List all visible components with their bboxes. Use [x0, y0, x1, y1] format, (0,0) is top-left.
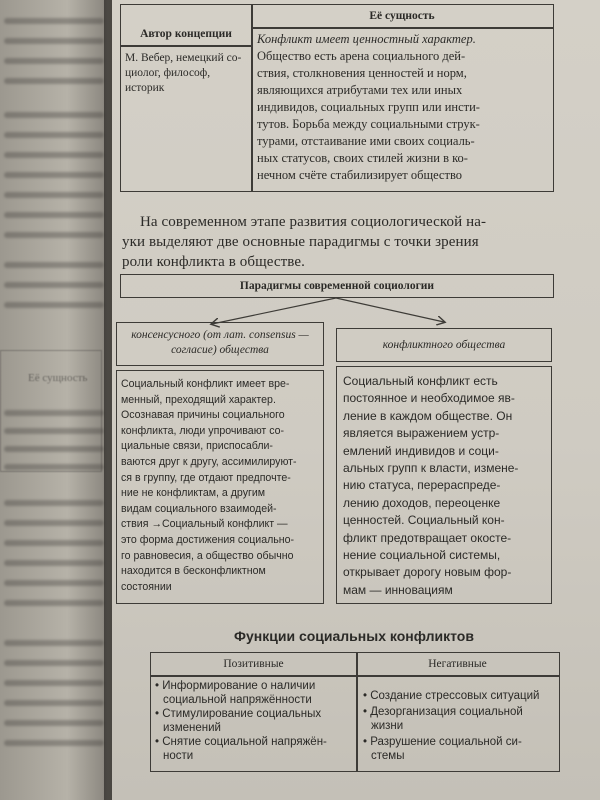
- negative-list: [363, 689, 557, 763]
- paragraph-line: уки выделяют две основные парадигмы с точки зрения: [122, 234, 479, 250]
- functions-title: Функции социальных конфликтов: [234, 628, 474, 644]
- paragraph-line: роли конфликта в обществе.: [122, 254, 305, 270]
- conflict-heading: конфликтного общества: [382, 339, 506, 351]
- essence-line: Конфликт имеет ценностный характер.: [257, 32, 476, 46]
- facing-page-fragment: Её сущность: [28, 372, 88, 384]
- positive-list: [155, 679, 355, 763]
- author-line: циолог, философ,: [125, 67, 211, 79]
- list-item-line: • Дезорганизация социальной: [363, 706, 523, 718]
- functions-table: [150, 652, 560, 772]
- consensus-heading-box: [116, 322, 324, 366]
- consensus-line: конфликта, люди упрочивают со-: [121, 424, 285, 437]
- list-item-line: • Создание стрессовых ситуаций: [363, 690, 540, 702]
- author-line: историк: [125, 82, 165, 94]
- author-line: М. Вебер, немецкий со-: [125, 52, 242, 64]
- consensus-heading: [117, 328, 323, 358]
- list-item-line: стемы: [371, 750, 405, 762]
- consensus-line: циальные связи, приспосабли-: [121, 440, 273, 453]
- consensus-line: ваются друг к другу, ассимилируют-: [121, 455, 297, 468]
- list-item-line: ности: [163, 750, 194, 762]
- arrow-to-consensus: [212, 298, 336, 324]
- list-item-line: • Информирование о наличии: [155, 680, 316, 692]
- conflict-line: нию статуса, перераспреде-: [343, 478, 501, 493]
- list-item: [155, 707, 355, 735]
- consensus-line: видам социального взаимодей-: [121, 502, 277, 515]
- consensus-line: го равновесия, а общество обычно: [121, 549, 294, 562]
- essence-line: являющихся атрибутами тех или иных: [257, 83, 463, 97]
- consensus-line: менный, преходящий характер.: [121, 393, 276, 406]
- list-item-line: жизни: [371, 720, 404, 732]
- list-item: [155, 679, 355, 707]
- essence-line: ствия, столкновения ценностей и норм,: [257, 66, 467, 80]
- column-header-negative: Негативные: [428, 658, 487, 670]
- conflict-line: является выражением устр-: [343, 426, 500, 441]
- column-header-essence: Её сущность: [369, 10, 435, 22]
- consensus-line: это форма достижения социально-: [121, 533, 295, 546]
- consensus-heading-line: консенсусного (от лат. consensus —: [131, 329, 309, 341]
- essence-line: индивидов, социальных групп или инсти-: [257, 100, 480, 114]
- consensus-line: ствия →Социальный конфликт —: [121, 518, 288, 531]
- consensus-text: [121, 377, 321, 595]
- column-header-positive: Позитивные: [223, 658, 284, 670]
- conflict-line: лению доходов, переоценке: [343, 495, 501, 510]
- consensus-line: ся в группу, где отдают предпочте-: [121, 471, 291, 484]
- list-item-line: • Разрушение социальной си-: [363, 736, 522, 748]
- consensus-line: находится в бесконфликтном: [121, 565, 266, 578]
- essence-line: ных статусов, своих стилей жизни в ко-: [257, 151, 468, 165]
- essence-line: нечном счёте стабилизирует общество: [257, 168, 463, 182]
- facing-page: [0, 0, 112, 800]
- consensus-line: ние не конфликтам, а другим: [121, 487, 266, 500]
- list-item: [363, 705, 557, 733]
- conflict-line: Социальный конфликт есть: [343, 374, 498, 388]
- diagram-title-box: [120, 274, 554, 298]
- consensus-line: состоянии: [121, 580, 172, 593]
- list-item-line: изменений: [163, 722, 221, 734]
- list-item-line: социальной напряжённости: [163, 694, 312, 706]
- conflict-text: [343, 373, 549, 599]
- essence-line: турами, отстаивание ими своих социаль-: [257, 134, 475, 148]
- diagram-title: Парадигмы современной социологии: [239, 280, 435, 292]
- list-item-line: • Снятие социальной напряжён-: [155, 736, 327, 748]
- list-item-line: • Стимулирование социальных: [155, 708, 322, 720]
- conflict-line: альных групп к власти, измене-: [343, 461, 519, 476]
- conflict-line: фликт предотвращает окосте-: [343, 530, 512, 545]
- consensus-text-box: [116, 370, 324, 604]
- conflict-line: постоянное и необходимое яв-: [343, 391, 515, 406]
- concept-table: [120, 4, 554, 192]
- conflict-line: ление в каждом обществе. Он: [343, 408, 513, 423]
- list-item: [363, 735, 557, 763]
- body-paragraph: [122, 212, 562, 272]
- author-cell: [125, 51, 249, 96]
- paragraph-line: На современном этапе развития социологической на-: [140, 214, 487, 230]
- book-page: [112, 0, 600, 800]
- conflict-line: емлений индивидов и соци-: [343, 443, 499, 458]
- conflict-text-box: [336, 366, 552, 604]
- essence-line: тутов. Борьба между социальными струк-: [257, 117, 480, 131]
- essence-line: Общество есть арена социального дей-: [257, 49, 466, 63]
- conflict-heading-box: [336, 328, 552, 362]
- essence-cell: [257, 31, 553, 184]
- list-item: [155, 735, 355, 763]
- conflict-line: мам — инновациям: [343, 582, 453, 597]
- conflict-line: ценностей. Социальный кон-: [343, 513, 505, 528]
- consensus-line: Осознавая причины социального: [121, 409, 285, 422]
- consensus-heading-line: согласие) общества: [171, 344, 269, 356]
- consensus-line: Социальный конфликт имеет вре-: [121, 378, 290, 390]
- column-header-author: Автор концепции: [140, 28, 232, 40]
- conflict-line: открывает дорогу новым фор-: [343, 565, 512, 580]
- list-item: [363, 689, 557, 703]
- arrow-to-conflict: [336, 298, 444, 322]
- conflict-line: нение социальной системы,: [343, 548, 501, 563]
